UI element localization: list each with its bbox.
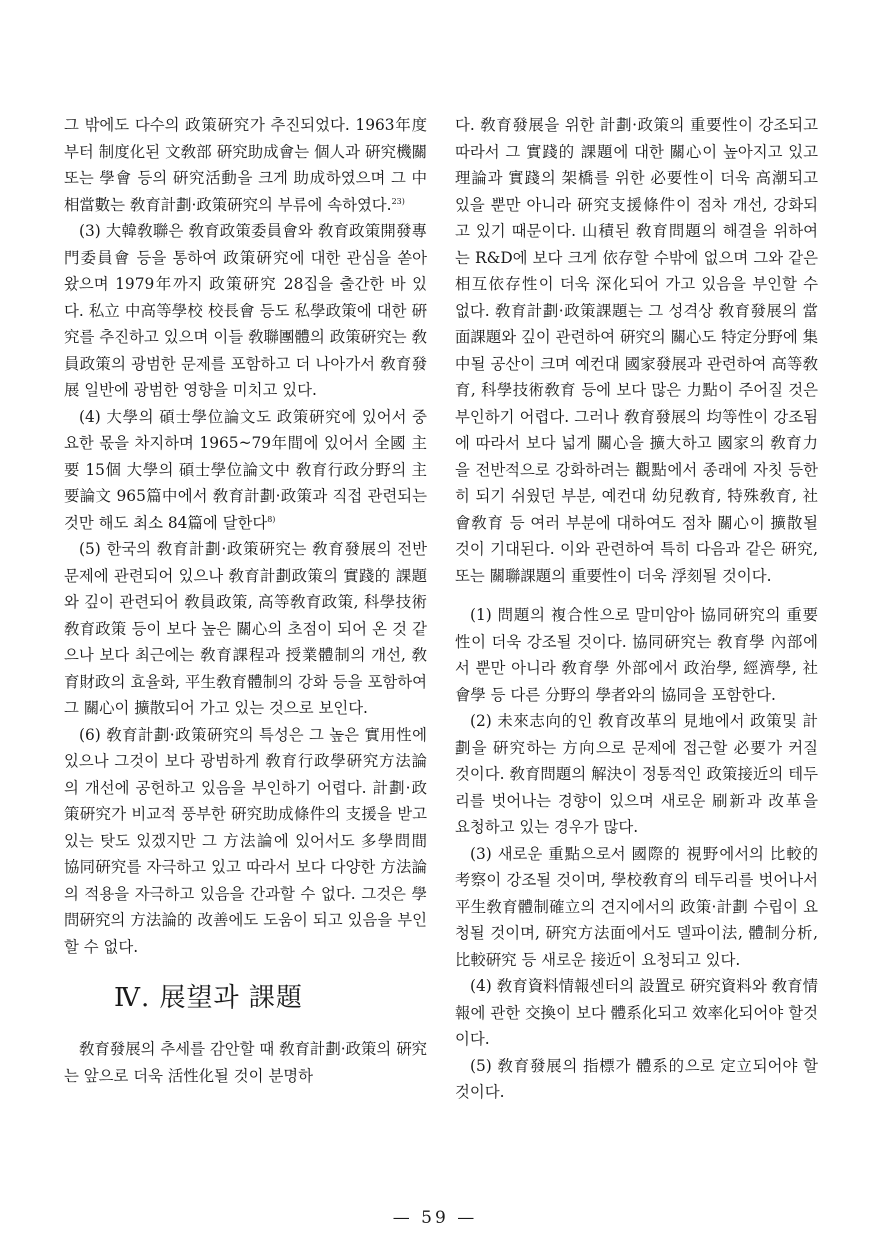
page-number: — 59 — (392, 1208, 478, 1228)
right-column (455, 112, 818, 1106)
left-column (64, 112, 427, 1089)
footnote-marker: 23) (391, 196, 405, 206)
paragraph: (6) 敎育計劃·政策硏究의 특성은 그 높은 實用性에 있으나 그것이 보다 광범하게 敎育行政學硏究方法論의 개선에 공헌하고 있음을 부인하기 어렵다. 計劃·政策硏究가 비교적 풍부한 硏究助成條件의 支援을 받고 있는 탓도 있겠지만 그 方法論에 있어서도 多學問間 協同硏究를 자극하고 있고 따라서 보다 다양한 方法論의 적용을 자극하고 있음을 간과할 수 없다. 그것은 學問硏究의 方法論的 改善에도 도움이 되고 있음을 부인할 수 없다. (64, 725, 427, 956)
paragraph (64, 112, 427, 218)
footnote-marker: 8) (267, 514, 276, 524)
paragraph: (5) 한국의 敎育計劃·政策硏究는 敎育發展의 전반문제에 관련되어 있으나 敎育計劃政策의 實踐的 課題와 깊이 관련되어 敎員政策, 高等敎育政策, 科學技術敎育政策 등이 보다 높은 關心의 초점이 되어 온 것 같으나 보다 최근에는 敎育課程과 授業體制의 개선, 敎育財政의 효율화, 平生敎育體制의 강화 등을 포함하여 그 關心이 擴散되어 가고 있는 것으로 보인다. (64, 540, 427, 717)
paragraph: 敎育發展의 추세를 감안할 때 敎育計劃·政策의 硏究는 앞으로 더욱 活性化될 것이 분명하 (64, 1040, 427, 1085)
paragraph: (4) 敎育資料情報센터의 設置로 硏究資料와 敎育情報에 관한 交換이 보다 體系化되고 效率化되어야 할것이다. (455, 977, 818, 1048)
paragraph-text: (4) 大學의 碩士學位論文도 政策硏究에 있어서 중요한 몫을 차지하며 1965~79年間에 있어서 全國 主要 15個 大學의 碩士學位論文中 敎育行政分野의 主要論文 965篇中에서 敎育計劃·政策과 직접 관련되는 것만 해도 최소 84篇에 달한다 (64, 407, 427, 532)
paragraph: (3) 大韓敎聯은 敎育政策委員會와 敎育政策開發專門委員會 등을 통하여 政策硏究에 대한 관심을 쏟아 왔으며 1979年까지 政策硏究 28집을 출간한 바 있다. 私立 中高等學校 校長會 등도 私學政策에 대한 硏究를 추진하고 있으며 이들 敎聯團體의 政策硏究는 敎員政策의 광범한 문제를 포함하고 더 나아가서 敎育發展 일반에 광범한 영향을 미치고 있다. (64, 222, 427, 399)
paragraph: (3) 새로운 重點으로서 國際的 視野에서의 比較的 考察이 강조될 것이며, 學校敎育의 테두리를 벗어나서 平生敎育體制確立의 견지에서의 政策·計劃 수립이 요청될 것이며, 硏究方法面에서도 델파이法, 體制分析, 比較硏究 등 새로운 接近이 요청되고 있다. (455, 844, 818, 969)
paragraph: (2) 未來志向的인 敎育改革의 見地에서 政策및 計劃을 硏究하는 方向으로 문제에 접근할 必要가 커질 것이다. 敎育問題의 解決이 정통적인 政策接近의 테두리를 벗어나는 경향이 있으며 새로운 刷新과 改革을 요청하고 있는 경우가 많다. (455, 712, 818, 836)
paragraph: (5) 敎育發展의 指標가 體系的으로 定立되어야 할 것이다. (455, 1056, 818, 1101)
paragraph: 다. 敎育發展을 위한 計劃·政策의 重要性이 강조되고 따라서 그 實踐的 課題에 대한 關心이 높아지고 있고 理論과 實踐의 架橋를 위한 必要性이 더욱 高潮되고 있을 뿐만 아니라 硏究支援條件이 점차 개선, 강화되고 있기 때문이다. 山積된 敎育問題의 해결을 위하여는 R&D에 보다 크게 依存할 수밖에 없으며 그와 같은 相互依存性이 더욱 深化되어 가고 있음을 부인할 수 없다. 敎育計劃·政策課題는 그 성격상 敎育發展의 當面課題와 깊이 관련하여 硏究의 關心도 特定分野에 集中될 공산이 크며 예컨대 國家發展과 관련하여 高等敎育, 科學技術敎育 등에 보다 많은 力點이 주어질 것은 부인하기 어렵다. 그러나 敎育發展의 均等性이 강조됨에 따라서 보다 넓게 關心을 擴大하고 國家의 敎育力을 전반적으로 강화하려는 觀點에서 종래에 자칫 등한히 되기 쉬웠던 부분, 예컨대 幼兒敎育, 特殊敎育, 社會敎育 등 여러 부분에 대하여도 점차 關心이 擴散될 것이 기대된다. 이와 관련하여 특히 다음과 같은 硏究, 또는 關聯課題의 重要性이 더욱 浮刻될 것이다. (455, 116, 818, 585)
paragraph: (1) 問題의 複合性으로 말미암아 協同硏究의 重要性이 더욱 강조될 것이다. 協同硏究는 敎育學 內部에서 뿐만 아니라 敎育學 外部에서 政治學, 經濟學, 社會學 등 다른 分野의 學者와의 協同을 포함한다. (455, 606, 818, 704)
paragraph-text: 그 밖에도 다수의 政策硏究가 추진되었다. 1963年度부터 制度化된 文敎部 硏究助成會는 個人과 硏究機關 또는 學會 등의 硏究活動을 크게 助成하였으며 그 中 相當數는 敎育計劃·政策硏究의 부류에 속하였다. (64, 116, 427, 214)
paragraph (64, 404, 427, 537)
section-heading: Ⅳ. 展望과 課題 (114, 983, 303, 1013)
